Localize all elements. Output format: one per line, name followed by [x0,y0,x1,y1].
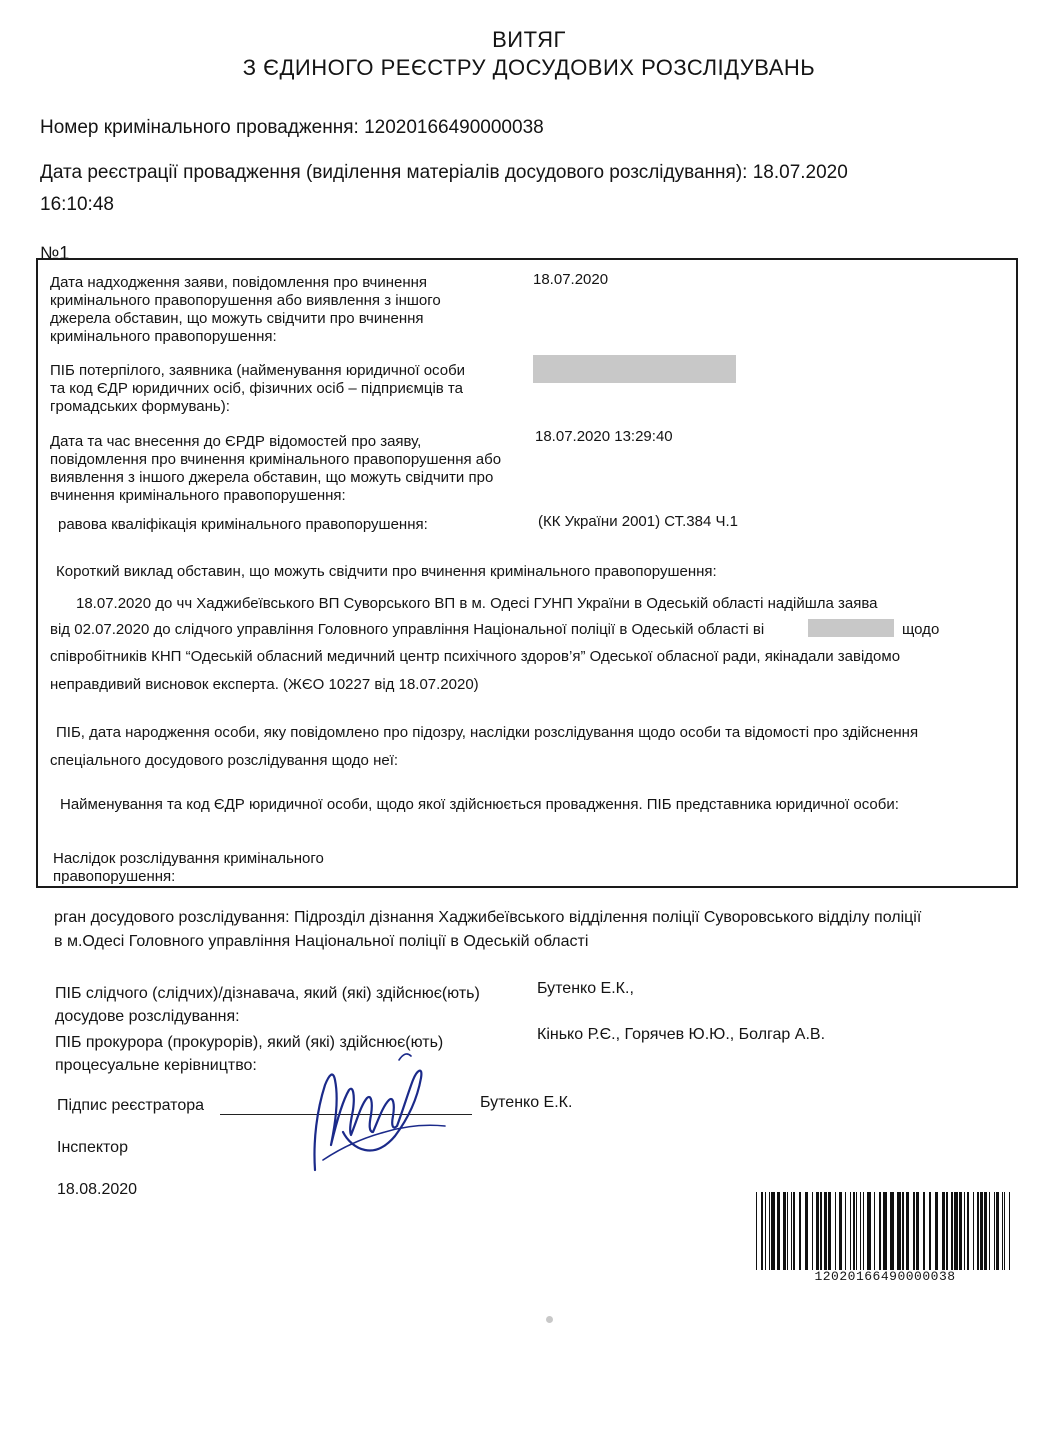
document-title: ВИТЯГ [492,27,566,52]
signature-label: Підпис реєстратора [57,1097,205,1114]
legal-entity-line: Найменування та код ЄДР юридичної особи, щодо якої здійснюється провадження. ПІБ представника юридичної особи: [60,796,899,813]
victim-label: ПІБ потерпілого, заявника (найменування юридичної особи та код ЄДР юридичних осіб, фізичних осіб – підприємців та громадських формувань): [50,362,466,415]
registration-date: Дата реєстрації провадження (виділення матеріалів досудового розслідування): 18.07.2020 [40,162,848,183]
document-subtitle: З ЄДИНОГО РЕЄСТРУ ДОСУДОВИХ РОЗСЛІДУВАНЬ [242,55,816,80]
suspect-line-2: спеціального досудового розслідування щодо неї: [50,752,399,769]
result-label: Наслідок розслідування кримінального правопорушення: [53,850,324,885]
redacted-applicant [808,619,894,637]
document-date: 18.08.2020 [57,1181,138,1198]
summary-line-2-end: щодо [902,621,940,638]
registration-time: 16:10:48 [40,194,114,215]
entry-label: Дата та час внесення до ЄРДР відомостей про заяву, повідомлення про вчинення кримінального правопорушення або виявлення з іншого джерела обставин, що можуть свідчити про вчинення кримінального правопорушення: [50,433,502,504]
receipt-label: Дата надходження заяви, повідомлення про вчинення кримінального правопорушення або виявлення з іншого джерела обставин, що можуть свідчити про вчинення кримінального правопорушення: [50,274,441,345]
entry-datetime: 18.07.2020 13:29:40 [535,428,673,445]
summary-heading: Короткий виклад обставин, що можуть свідчити про вчинення кримінального правопорушення: [56,563,717,580]
barcode-number: 12020166490000038 [814,1269,956,1284]
summary-line-1: 18.07.2020 до чч Хаджибеївського ВП Суворського ВП в м. Одесі ГУНП України в Одеській області надійшла заява [76,595,878,612]
paper-speck [546,1316,553,1323]
suspect-line-1: ПІБ, дата народження особи, яку повідомлено про підозру, наслідки розслідування щодо особи та відомості про здійснення [56,724,919,741]
redacted-victim-name [533,355,736,383]
handwritten-signature [295,1040,455,1180]
signature-name: Бутенко Е.К. [480,1094,573,1111]
receipt-date: 18.07.2020 [533,271,609,288]
investigator-label: ПІБ слідчого (слідчих)/дізнавача, який (які) здійснює(ють) досудове розслідування: [55,985,480,1025]
prosecutor-label: ПІБ прокурора (прокурорів), який (які) здійснює(ють) процесуальне керівництво: [55,1034,444,1074]
section-number: №1 [40,243,70,263]
barcode [756,1192,1014,1270]
qualification-value: (КК України 2001) СТ.384 Ч.1 [538,513,738,530]
prosecutor-value: Кінько Р.Є., Горячев Ю.Ю., Болгар А.В. [537,1026,826,1043]
summary-line-2: від 02.07.2020 до слідчого управління Головного управління Національної поліції в Одеській області ві [50,621,765,638]
summary-line-3: співробітників КНП “Одеській обласний медичний центр психічного здоров’я” Одеської обласної ради, якінадали завідомо [50,648,901,665]
qualification-label: равова кваліфікація кримінального правопорушення: [58,516,428,533]
position: Інспектор [57,1139,128,1156]
case-number: Номер кримінального провадження: 12020166490000038 [40,117,544,138]
summary-line-4: неправдивий висновок експерта. (ЖЄО 10227 від 18.07.2020) [50,676,479,693]
investigator-value: Бутенко Е.К., [537,980,634,997]
investigation-body: рган досудового розслідування: Підрозділ дізнання Хаджибеївського відділення поліції Суворовського відділу поліції в м.Одесі Головного управління Національної поліції в Одеській області [54,909,922,950]
